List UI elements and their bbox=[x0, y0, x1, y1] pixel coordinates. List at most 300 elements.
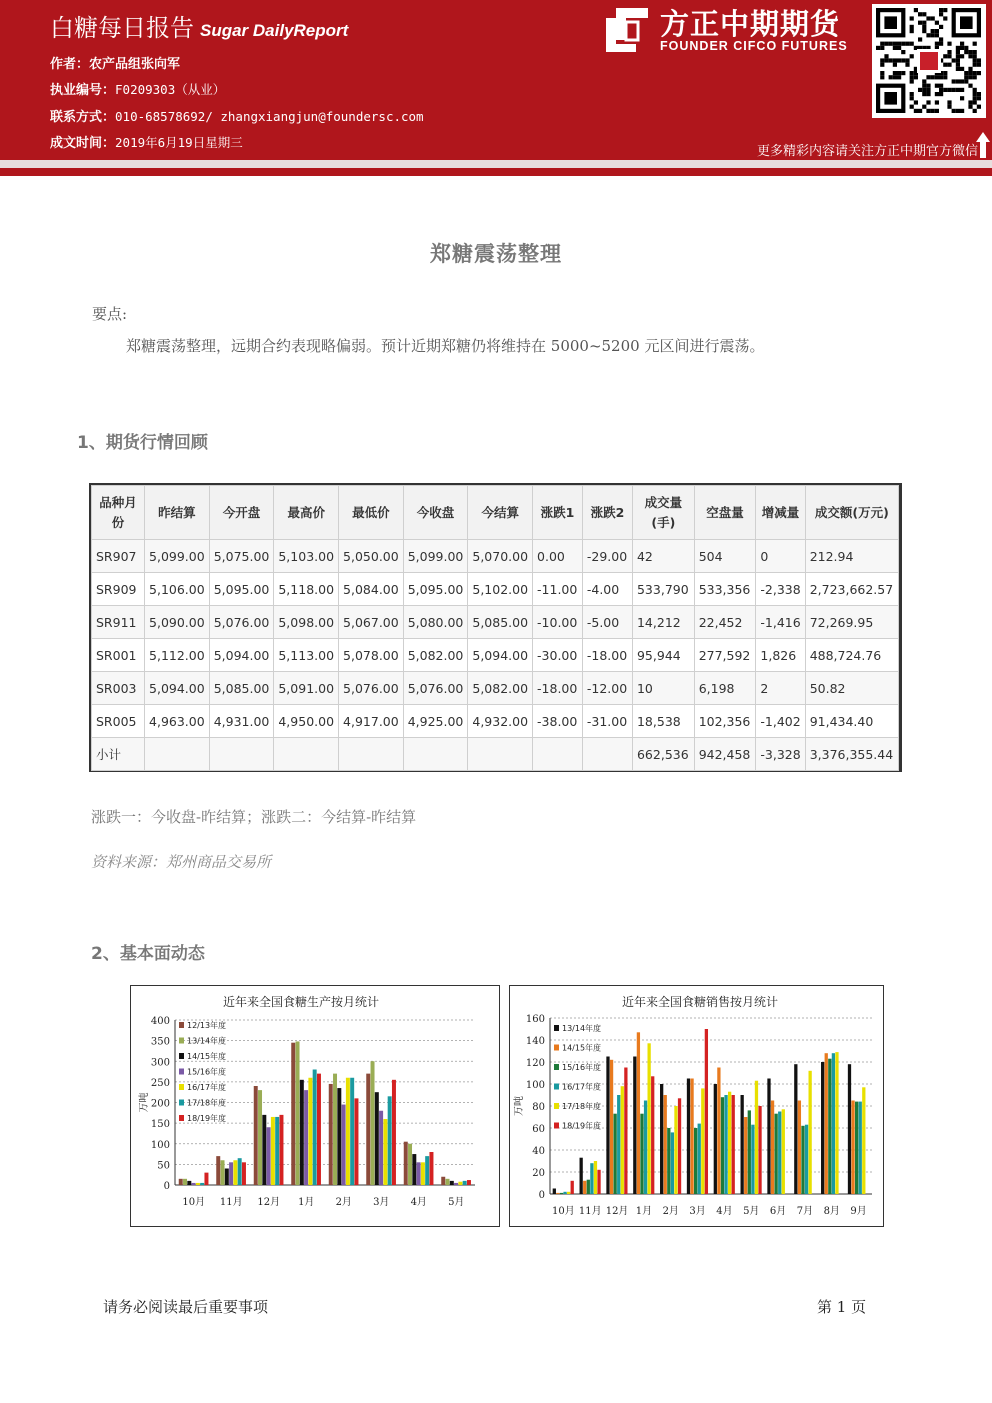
legend-label: 17/18年度 bbox=[562, 1102, 602, 1111]
table-header-cell: 昨结算 bbox=[145, 486, 210, 540]
bar-18/19年度 bbox=[429, 1152, 433, 1185]
author-line bbox=[50, 53, 180, 72]
x-tick-label: 5月 bbox=[743, 1206, 760, 1217]
bar-14/15年度 bbox=[450, 1181, 454, 1185]
bar-15/16年度 bbox=[775, 1114, 778, 1194]
bar-15/16年度 bbox=[587, 1180, 590, 1194]
table-header-cell: 空盘量 bbox=[694, 486, 756, 540]
table-cell: 1,826 bbox=[756, 639, 805, 672]
table-header-cell: 最低价 bbox=[339, 486, 404, 540]
bar-16/17年度 bbox=[383, 1119, 387, 1185]
table-cell: 212.94 bbox=[805, 540, 898, 573]
table-cell: 5,078.00 bbox=[339, 639, 404, 672]
bar-16/17年度 bbox=[421, 1162, 425, 1185]
contact-value: 010-68578692/ zhangxiangjun@foundersc.com bbox=[115, 109, 424, 124]
table-cell: 662,536 bbox=[632, 738, 694, 771]
bar-16/17年度 bbox=[346, 1078, 350, 1185]
futures-table-container bbox=[89, 483, 902, 772]
bar-14/15年度 bbox=[717, 1068, 720, 1195]
table-cell: 5,091.00 bbox=[274, 672, 339, 705]
x-tick-label: 6月 bbox=[769, 1206, 787, 1217]
author-value: 农产品组张向军 bbox=[89, 57, 181, 72]
bar-17/18年度 bbox=[674, 1106, 677, 1194]
x-tick-label: 4月 bbox=[716, 1206, 733, 1217]
x-tick-label: 1月 bbox=[298, 1197, 315, 1208]
bar-13/14年度 bbox=[408, 1144, 412, 1185]
bar-13/14年度 bbox=[183, 1179, 187, 1185]
y-tick-label: 80 bbox=[532, 1102, 545, 1113]
y-tick-label: 100 bbox=[525, 1080, 545, 1091]
legend-swatch bbox=[554, 1103, 559, 1109]
table-cell: -1,416 bbox=[756, 606, 805, 639]
table-cell: -3,328 bbox=[756, 738, 805, 771]
bar-13/14年度 bbox=[371, 1061, 375, 1185]
legend-label: 16/17年度 bbox=[187, 1083, 227, 1092]
table-cell: SR005 bbox=[92, 705, 145, 738]
bar-17/18年度 bbox=[621, 1086, 624, 1194]
legend-label: 14/15年度 bbox=[562, 1043, 602, 1053]
bar-14/15年度 bbox=[798, 1101, 801, 1195]
bar-18/19年度 bbox=[242, 1162, 246, 1185]
table-cell: 5,050.00 bbox=[339, 540, 404, 573]
table-cell: 5,103.00 bbox=[274, 540, 339, 573]
table-cell: 4,932.00 bbox=[468, 705, 533, 738]
bar-13/14年度 bbox=[221, 1160, 225, 1185]
bar-16/17年度 bbox=[563, 1192, 566, 1194]
license-line bbox=[50, 79, 225, 98]
table-cell: 5,094.00 bbox=[209, 639, 274, 672]
production-chart bbox=[130, 985, 500, 1227]
table-cell: 4,931.00 bbox=[209, 705, 274, 738]
legend-swatch bbox=[179, 1053, 184, 1059]
bar-18/19年度 bbox=[624, 1068, 627, 1195]
table-cell bbox=[209, 738, 274, 771]
table-cell: -11.00 bbox=[533, 573, 583, 606]
bar-16/17年度 bbox=[233, 1160, 237, 1185]
bar-13/14年度 bbox=[606, 1057, 609, 1195]
table-cell: 5,113.00 bbox=[274, 639, 339, 672]
bar-16/17年度 bbox=[805, 1125, 808, 1194]
bar-15/16年度 bbox=[694, 1128, 697, 1194]
legend-label: 18/19年度 bbox=[562, 1121, 602, 1131]
bar-18/19年度 bbox=[204, 1173, 208, 1185]
y-tick-label: 140 bbox=[525, 1036, 545, 1047]
bar-18/19年度 bbox=[392, 1080, 396, 1185]
table-cell: 72,269.95 bbox=[805, 606, 898, 639]
table-cell: 533,790 bbox=[632, 573, 694, 606]
bar-15/16年度 bbox=[828, 1059, 831, 1194]
bar-17/18年度 bbox=[567, 1192, 570, 1194]
qr-code-icon bbox=[872, 4, 986, 118]
production-chart-svg bbox=[131, 986, 499, 1226]
bar-17/18年度 bbox=[463, 1181, 467, 1185]
legend-label: 13/14年度 bbox=[562, 1024, 602, 1033]
bar-14/15年度 bbox=[300, 1080, 304, 1185]
bar-14/15年度 bbox=[583, 1181, 586, 1194]
table-cell: -30.00 bbox=[533, 639, 583, 672]
table-cell: -12.00 bbox=[582, 672, 632, 705]
y-tick-label: 160 bbox=[525, 1014, 545, 1025]
bar-13/14年度 bbox=[660, 1084, 663, 1194]
table-cell: 5,085.00 bbox=[468, 606, 533, 639]
table-row bbox=[92, 705, 899, 738]
bar-14/15年度 bbox=[375, 1092, 379, 1185]
x-tick-label: 4月 bbox=[410, 1197, 427, 1208]
section-fundamentals: 2、基本面动态 bbox=[91, 944, 205, 964]
bar-15/16年度 bbox=[667, 1128, 670, 1194]
license-label: 执业编号： bbox=[50, 83, 116, 98]
bar-14/15年度 bbox=[744, 1117, 747, 1194]
bar-15/16年度 bbox=[192, 1183, 196, 1185]
bar-12/13年度 bbox=[179, 1179, 183, 1185]
bar-13/14年度 bbox=[848, 1064, 851, 1194]
table-cell bbox=[145, 738, 210, 771]
bar-15/16年度 bbox=[454, 1183, 458, 1185]
table-cell: 5,076.00 bbox=[403, 672, 468, 705]
bar-13/14年度 bbox=[446, 1179, 450, 1185]
bar-16/17年度 bbox=[458, 1182, 462, 1185]
legend-swatch bbox=[179, 1115, 184, 1121]
bar-12/13年度 bbox=[254, 1086, 258, 1185]
bar-12/13年度 bbox=[329, 1084, 333, 1185]
bar-14/15年度 bbox=[412, 1154, 416, 1185]
bar-17/18年度 bbox=[862, 1087, 865, 1194]
x-tick-label: 7月 bbox=[796, 1206, 814, 1217]
table-row bbox=[92, 540, 899, 573]
x-tick-label: 3月 bbox=[373, 1197, 390, 1208]
legend-swatch bbox=[179, 1069, 184, 1075]
bar-16/17年度 bbox=[751, 1125, 754, 1194]
bar-13/14年度 bbox=[741, 1095, 744, 1194]
table-cell: 5,099.00 bbox=[145, 540, 210, 573]
bar-15/16年度 bbox=[855, 1102, 858, 1194]
table-header-cell: 今收盘 bbox=[403, 486, 468, 540]
table-cell: 5,098.00 bbox=[274, 606, 339, 639]
table-cell: 5,099.00 bbox=[403, 540, 468, 573]
chart-title: 近年来全国食糖生产按月统计 bbox=[222, 995, 380, 1009]
table-cell: -5.00 bbox=[582, 606, 632, 639]
bar-14/15年度 bbox=[851, 1101, 854, 1195]
bar-13/14年度 bbox=[580, 1158, 583, 1194]
legend-label: 17/18年度 bbox=[187, 1098, 227, 1108]
table-cell: 5,067.00 bbox=[339, 606, 404, 639]
table-cell bbox=[468, 738, 533, 771]
bar-18/19年度 bbox=[467, 1180, 471, 1185]
bar-14/15年度 bbox=[825, 1053, 828, 1194]
table-cell: -31.00 bbox=[582, 705, 632, 738]
arrow-up-icon bbox=[976, 132, 990, 158]
x-tick-label: 10月 bbox=[552, 1206, 575, 1217]
bar-17/18年度 bbox=[782, 1109, 785, 1194]
table-cell: 22,452 bbox=[694, 606, 756, 639]
bar-16/17年度 bbox=[778, 1112, 781, 1195]
bar-15/16年度 bbox=[560, 1193, 563, 1194]
header-divider-light bbox=[0, 160, 992, 168]
legend-swatch bbox=[179, 1084, 184, 1090]
keypoints-text: 郑糖震荡整理，远期合约表现略偏弱。预计近期郑糖仍将维持在 5000~5200 元区间进行震荡。 bbox=[126, 337, 765, 355]
chart-title: 近年来全国食糖销售按月统计 bbox=[621, 995, 779, 1009]
table-cell: 5,076.00 bbox=[339, 672, 404, 705]
sales-chart-svg bbox=[510, 986, 883, 1226]
y-tick-label: 300 bbox=[150, 1057, 170, 1069]
table-cell bbox=[582, 738, 632, 771]
y-axis-label: 万吨 bbox=[139, 1092, 150, 1113]
bar-17/18年度 bbox=[728, 1092, 731, 1194]
bar-13/14年度 bbox=[296, 1041, 300, 1185]
bar-18/19年度 bbox=[354, 1098, 358, 1185]
legend-swatch bbox=[554, 1084, 559, 1090]
y-tick-label: 100 bbox=[150, 1139, 170, 1151]
table-cell bbox=[339, 738, 404, 771]
x-tick-label: 2月 bbox=[335, 1197, 352, 1208]
table-cell: 5,094.00 bbox=[145, 672, 210, 705]
table-cell: 4,963.00 bbox=[145, 705, 210, 738]
table-cell: 5,102.00 bbox=[468, 573, 533, 606]
bar-13/14年度 bbox=[794, 1064, 797, 1194]
keypoints-label: 要点: bbox=[92, 305, 128, 323]
table-cell: 504 bbox=[694, 540, 756, 573]
bar-13/14年度 bbox=[767, 1079, 770, 1195]
contact-label: 联系方式： bbox=[50, 110, 116, 125]
date-value: 2019年6月19日星期三 bbox=[115, 135, 243, 150]
table-cell: 277,592 bbox=[694, 639, 756, 672]
table-cell: -10.00 bbox=[533, 606, 583, 639]
bar-18/19年度 bbox=[317, 1074, 321, 1185]
bar-18/19年度 bbox=[705, 1029, 708, 1194]
bar-14/15年度 bbox=[225, 1169, 229, 1186]
bar-18/19年度 bbox=[597, 1170, 600, 1194]
bar-15/16年度 bbox=[640, 1114, 643, 1194]
table-cell: -29.00 bbox=[582, 540, 632, 573]
x-tick-label: 1月 bbox=[635, 1206, 653, 1217]
bar-13/14年度 bbox=[258, 1090, 262, 1185]
table-cell: 5,095.00 bbox=[209, 573, 274, 606]
legend-label: 15/16年度 bbox=[187, 1067, 227, 1077]
table-cell: 5,095.00 bbox=[403, 573, 468, 606]
legend-swatch bbox=[554, 1123, 559, 1129]
table-cell: 5,085.00 bbox=[209, 672, 274, 705]
futures-table bbox=[91, 485, 899, 771]
bar-18/19年度 bbox=[651, 1076, 654, 1194]
table-cell: 3,376,355.44 bbox=[805, 738, 898, 771]
y-tick-label: 350 bbox=[150, 1036, 170, 1048]
bar-17/18年度 bbox=[755, 1081, 758, 1194]
bar-16/17年度 bbox=[832, 1053, 835, 1194]
y-tick-label: 0 bbox=[163, 1181, 170, 1192]
table-header-cell: 最高价 bbox=[274, 486, 339, 540]
bar-12/13年度 bbox=[441, 1177, 445, 1185]
bar-15/16年度 bbox=[379, 1111, 383, 1185]
report-title-en: Sugar DailyReport bbox=[200, 21, 349, 40]
bar-18/19年度 bbox=[279, 1115, 283, 1185]
x-tick-label: 12月 bbox=[605, 1206, 629, 1217]
bar-13/14年度 bbox=[687, 1079, 690, 1195]
y-tick-label: 0 bbox=[538, 1190, 545, 1201]
table-cell bbox=[403, 738, 468, 771]
legend-swatch bbox=[554, 1064, 559, 1070]
table-cell: 5,112.00 bbox=[145, 639, 210, 672]
table-cell: 2 bbox=[756, 672, 805, 705]
table-cell: SR909 bbox=[92, 573, 145, 606]
bar-13/14年度 bbox=[553, 1189, 556, 1195]
legend-label: 18/19年度 bbox=[187, 1114, 227, 1123]
legend-swatch bbox=[179, 1038, 184, 1044]
x-tick-label: 9月 bbox=[850, 1206, 867, 1217]
table-cell: 488,724.76 bbox=[805, 639, 898, 672]
table-cell: 95,944 bbox=[632, 639, 694, 672]
legend-label: 13/14年度 bbox=[187, 1036, 227, 1046]
table-cell: 0.00 bbox=[533, 540, 583, 573]
bar-17/18年度 bbox=[388, 1096, 392, 1185]
table-header-cell: 今结算 bbox=[468, 486, 533, 540]
x-tick-label: 3月 bbox=[689, 1206, 706, 1217]
table-cell: 50.82 bbox=[805, 672, 898, 705]
table-cell: 5,075.00 bbox=[209, 540, 274, 573]
table-body bbox=[92, 540, 899, 771]
date-line bbox=[50, 132, 243, 151]
table-cell: 2,723,662.57 bbox=[805, 573, 898, 606]
table-header-cell: 涨跌2 bbox=[582, 486, 632, 540]
table-cell: SR911 bbox=[92, 606, 145, 639]
page-number: 第 1 页 bbox=[817, 1298, 867, 1316]
bar-14/15年度 bbox=[610, 1060, 613, 1194]
bar-16/17年度 bbox=[698, 1124, 701, 1194]
table-cell: 5,118.00 bbox=[274, 573, 339, 606]
bar-15/16年度 bbox=[721, 1097, 724, 1194]
table-cell bbox=[533, 738, 583, 771]
table-cell: 42 bbox=[632, 540, 694, 573]
bar-17/18年度 bbox=[701, 1088, 704, 1194]
table-cell: 5,076.00 bbox=[209, 606, 274, 639]
table-cell: 14,212 bbox=[632, 606, 694, 639]
table-cell: 5,084.00 bbox=[339, 573, 404, 606]
bar-16/17年度 bbox=[308, 1078, 312, 1185]
table-cell: 5,080.00 bbox=[403, 606, 468, 639]
data-source: 资料来源：郑州商品交易所 bbox=[91, 853, 272, 871]
report-title bbox=[50, 8, 348, 43]
bar-16/17年度 bbox=[196, 1183, 200, 1185]
y-tick-label: 20 bbox=[532, 1168, 545, 1179]
date-label: 成文时间： bbox=[50, 136, 116, 151]
table-cell: 4,925.00 bbox=[403, 705, 468, 738]
footer-notice: 请务必阅读最后重要事项 bbox=[103, 1298, 269, 1316]
wechat-follow-note: 更多精彩内容请关注方正中期官方微信 bbox=[756, 144, 978, 159]
table-header-cell: 成交量(手) bbox=[632, 486, 694, 540]
y-tick-label: 40 bbox=[532, 1146, 545, 1157]
bar-15/16年度 bbox=[229, 1162, 233, 1185]
table-cell: 4,917.00 bbox=[339, 705, 404, 738]
x-tick-label: 11月 bbox=[578, 1206, 602, 1217]
bar-14/15年度 bbox=[187, 1181, 191, 1185]
table-cell bbox=[274, 738, 339, 771]
bar-13/14年度 bbox=[714, 1084, 717, 1194]
author-label: 作者： bbox=[50, 57, 90, 72]
bar-15/16年度 bbox=[614, 1114, 617, 1194]
bar-17/18年度 bbox=[275, 1117, 279, 1185]
bar-16/17年度 bbox=[724, 1095, 727, 1194]
x-tick-label: 12月 bbox=[257, 1197, 281, 1208]
bar-18/19年度 bbox=[678, 1098, 681, 1194]
table-row bbox=[92, 573, 899, 606]
bar-17/18年度 bbox=[200, 1183, 204, 1185]
legend-label: 12/13年度 bbox=[187, 1021, 227, 1030]
table-cell: 小计 bbox=[92, 738, 145, 771]
y-tick-label: 250 bbox=[150, 1077, 170, 1089]
x-tick-label: 5月 bbox=[448, 1197, 465, 1208]
table-cell: 18,538 bbox=[632, 705, 694, 738]
x-tick-label: 2月 bbox=[662, 1206, 679, 1217]
bar-17/18年度 bbox=[350, 1078, 354, 1185]
contact-line bbox=[50, 106, 424, 125]
bar-14/15年度 bbox=[771, 1101, 774, 1195]
table-cell: 5,106.00 bbox=[145, 573, 210, 606]
table-cell: 91,434.40 bbox=[805, 705, 898, 738]
table-cell: 6,198 bbox=[694, 672, 756, 705]
bar-14/15年度 bbox=[262, 1115, 266, 1185]
bar-13/14年度 bbox=[821, 1062, 824, 1194]
bar-16/17年度 bbox=[590, 1163, 593, 1194]
report-header bbox=[0, 0, 992, 160]
change-definition-note: 涨跌一：今收盘-昨结算；涨跌二：今结算-昨结算 bbox=[91, 808, 417, 826]
table-cell: -4.00 bbox=[582, 573, 632, 606]
bar-17/18年度 bbox=[808, 1071, 811, 1194]
table-cell: SR907 bbox=[92, 540, 145, 573]
header-divider-red bbox=[0, 168, 992, 176]
x-tick-label: 11月 bbox=[219, 1197, 243, 1208]
bar-17/18年度 bbox=[647, 1043, 650, 1194]
legend-label: 14/15年度 bbox=[187, 1052, 227, 1061]
table-header-cell: 成交额(万元) bbox=[805, 486, 898, 540]
bar-15/16年度 bbox=[417, 1162, 421, 1185]
bar-15/16年度 bbox=[342, 1105, 346, 1185]
y-tick-label: 120 bbox=[525, 1058, 545, 1069]
bar-17/18年度 bbox=[594, 1161, 597, 1194]
document-title: 郑糖震荡整理 bbox=[430, 242, 562, 266]
bar-12/13年度 bbox=[216, 1156, 220, 1185]
bar-15/16年度 bbox=[267, 1127, 271, 1185]
company-logo-icon bbox=[604, 6, 648, 52]
table-row bbox=[92, 672, 899, 705]
bar-14/15年度 bbox=[637, 1032, 640, 1194]
legend-swatch bbox=[179, 1022, 184, 1028]
company-name-cn: 方正中期期货 bbox=[660, 7, 841, 41]
bar-16/17年度 bbox=[617, 1095, 620, 1194]
table-row bbox=[92, 606, 899, 639]
legend-label: 16/17年度 bbox=[562, 1082, 602, 1092]
bar-14/15年度 bbox=[337, 1088, 341, 1185]
table-cell: 5,094.00 bbox=[468, 639, 533, 672]
bar-16/17年度 bbox=[271, 1117, 275, 1185]
table-row bbox=[92, 639, 899, 672]
table-cell: -38.00 bbox=[533, 705, 583, 738]
legend-swatch bbox=[179, 1100, 184, 1106]
table-header-cell: 今开盘 bbox=[209, 486, 274, 540]
y-tick-label: 200 bbox=[150, 1098, 170, 1110]
table-row bbox=[92, 738, 899, 771]
bar-14/15年度 bbox=[690, 1079, 693, 1195]
section-futures-review: 1、期货行情回顾 bbox=[77, 433, 208, 453]
bar-17/18年度 bbox=[425, 1156, 429, 1185]
table-header-cell: 涨跌1 bbox=[533, 486, 583, 540]
table-header-cell: 增减量 bbox=[756, 486, 805, 540]
y-axis-label: 万吨 bbox=[514, 1096, 525, 1116]
bar-15/16年度 bbox=[304, 1090, 308, 1185]
report-title-cn: 白糖每日报告 bbox=[50, 14, 194, 42]
bar-12/13年度 bbox=[366, 1074, 370, 1185]
bar-18/19年度 bbox=[732, 1095, 735, 1194]
bar-12/13年度 bbox=[291, 1043, 295, 1185]
bar-16/17年度 bbox=[859, 1102, 862, 1194]
